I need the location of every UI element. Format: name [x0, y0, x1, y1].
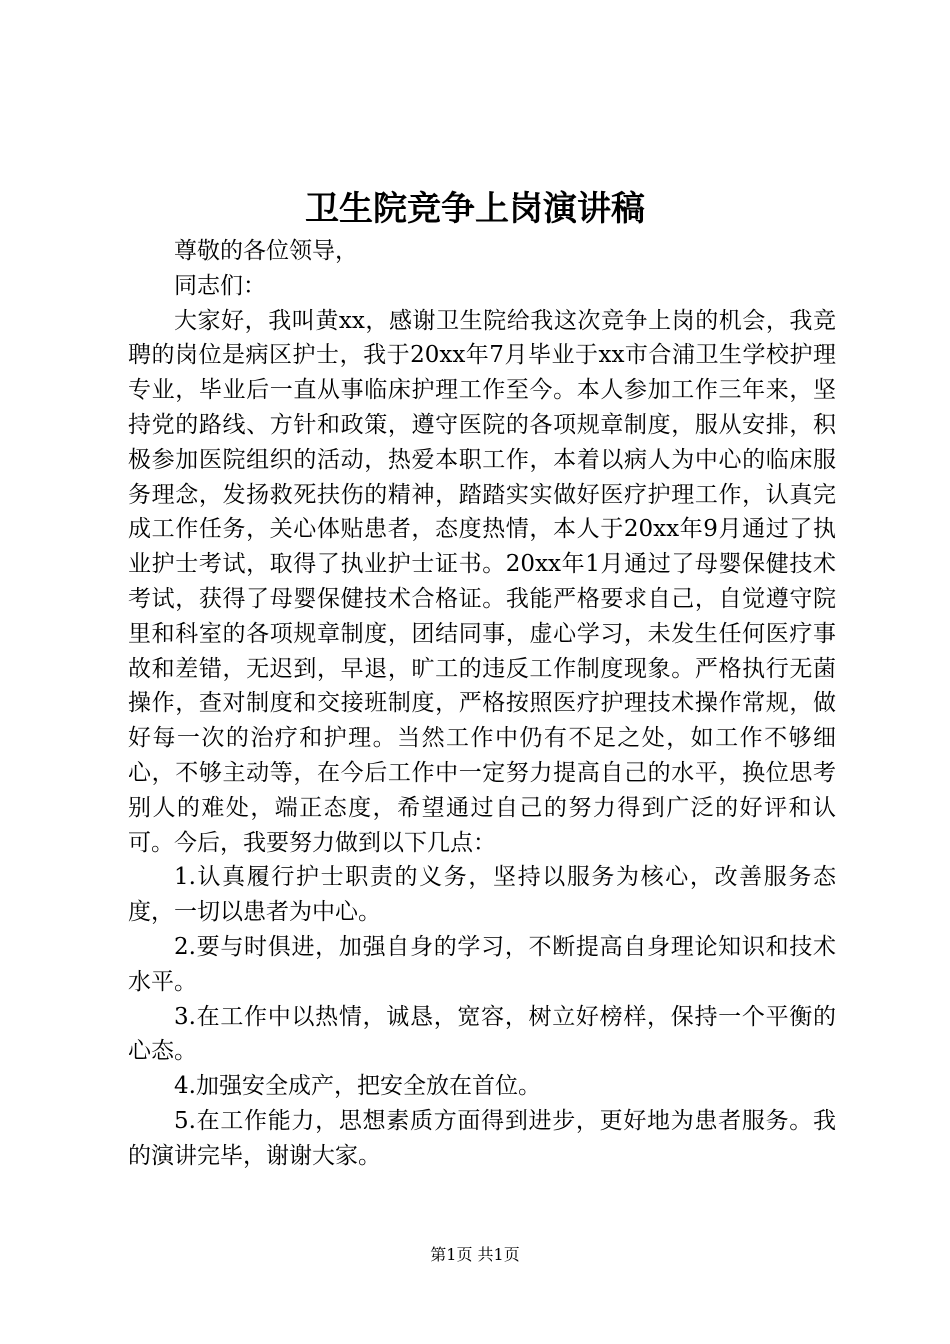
list-item: 2.要与时俱进，加强自身的学习，不断提高自身理论知识和技术水平。 — [128, 933, 836, 995]
document-title: 卫生院竞争上岗演讲稿 — [305, 189, 645, 229]
list-item: 4.加强安全成产，把安全放在首位。 — [174, 1073, 541, 1100]
list-item: 3.在工作中以热情，诚恳，宽容，树立好榜样，保持一个平衡的心态。 — [128, 1003, 836, 1065]
greeting-line: 尊敬的各位领导， — [174, 238, 358, 264]
list-item: 1.认真履行护士职责的义务，坚持以服务为核心，改善服务态度，一切以患者为中心。 — [128, 864, 836, 926]
document-body — [128, 234, 836, 1174]
greeting-line: 同志们： — [174, 272, 266, 299]
list-item: 5.在工作能力，思想素质方面得到进步，更好地为患者服务。我的演讲完毕，谢谢大家。 — [128, 1107, 836, 1169]
body-paragraph: 大家好，我叫黄xx，感谢卫生院给我这次竞争上岗的机会，我竞聘的岗位是病区护士，我于20xx年7月毕业于xx市合浦卫生学校护理专业，毕业后一直从事临床护理工作至今。本人参加工作三年来，坚持党的路线、方针和政策，遵守医院的各项规章制度，服从安排，积极参加医院组织的活动，热爱本职工作，本着以病人为中心的临床服务理念，发扬救死扶伤的精神，踏踏实实做好医疗护理工作，认真完成工作任务，关心体贴患者，态度热情，本人于20xx年9月通过了执业护士考试，取得了执业护士证书。20xx年1月通过了母婴保健技术考试，获得了母婴保健技术合格证。我能严格要求自己，自觉遵守院里和科室的各项规章制度，团结同事，虚心学习，未发生任何医疗事故和差错，无迟到，早退，旷工的违反工作制度现象。严格执行无菌操作，查对制度和交接班制度，严格按照医疗护理技术操作常规，做好每一次的治疗和护理。当然工作中仍有不足之处，如工作不够细心，不够主动等，在今后工作中一定努力提高自己的水平，换位思考别人的难处，端正态度，希望通过自己的努力得到广泛的好评和认可。今后，我要努力做到以下几点： — [128, 307, 836, 856]
page-number-footer: 第1页 共1页 — [430, 1245, 520, 1264]
